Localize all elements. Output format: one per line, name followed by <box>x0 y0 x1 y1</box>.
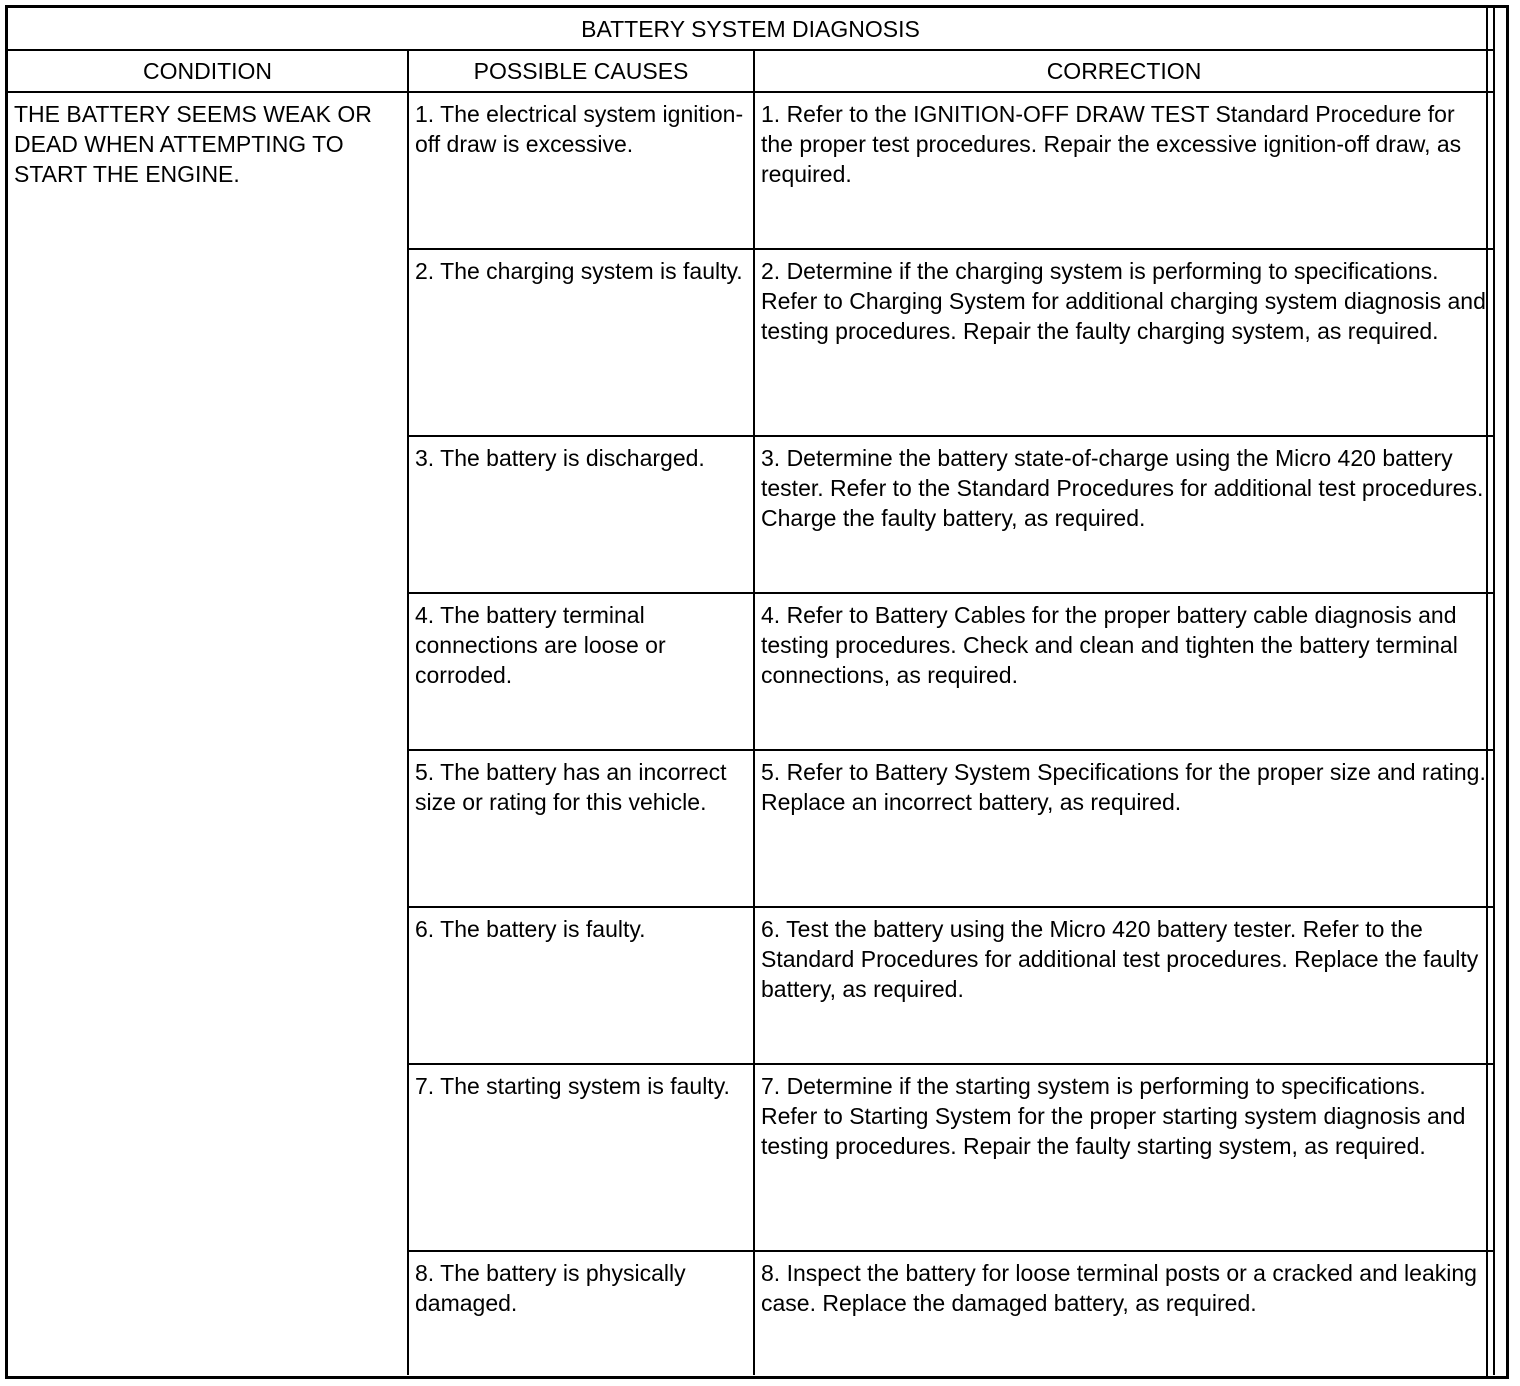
header-condition: CONDITION <box>8 50 408 92</box>
correction-cell: 4. Refer to Battery Cables for the proper battery cable diagnosis and testing procedures. Check and clean and tighten the battery terminal connections, as required. <box>754 593 1494 750</box>
correction-cell: 6. Test the battery using the Micro 420 battery tester. Refer to the Standard Procedures for additional test procedures. Replace the faulty battery, as required. <box>754 907 1494 1064</box>
table-row <box>8 92 1494 249</box>
correction-cell: 1. Refer to the IGNITION-OFF DRAW TEST Standard Procedure for the proper test procedures. Repair the excessive ignition-off draw, as required. <box>754 92 1494 249</box>
header-correction: CORRECTION <box>754 50 1494 92</box>
header-possible-causes: POSSIBLE CAUSES <box>408 50 754 92</box>
correction-cell: 7. Determine if the starting system is performing to specifications. Refer to Starting System for the proper starting system diagnosis and testing procedures. Repair the faulty starting system, as required. <box>754 1064 1494 1251</box>
correction-cell: 3. Determine the battery state-of-charge using the Micro 420 battery tester. Refer to the Standard Procedures for additional test procedures. Charge the faulty battery, as required. <box>754 436 1494 593</box>
diagnosis-table-frame <box>5 5 1509 1379</box>
cause-cell: 1. The electrical system ignition-off draw is excessive. <box>408 92 754 249</box>
cause-cell: 2. The charging system is faulty. <box>408 249 754 436</box>
correction-cell: 8. Inspect the battery for loose terminal posts or a cracked and leaking case. Replace the damaged battery, as required. <box>754 1251 1494 1375</box>
condition-cell: THE BATTERY SEEMS WEAK OR DEAD WHEN ATTEMPTING TO START THE ENGINE. <box>8 92 408 1375</box>
battery-diagnosis-table <box>8 8 1495 1375</box>
right-margin-divider <box>1486 8 1488 1376</box>
cause-cell: 5. The battery has an incorrect size or rating for this vehicle. <box>408 750 754 907</box>
correction-cell: 5. Refer to Battery System Specifications for the proper size and rating. Replace an incorrect battery, as required. <box>754 750 1494 907</box>
cause-cell: 7. The starting system is faulty. <box>408 1064 754 1251</box>
correction-cell: 2. Determine if the charging system is performing to specifications. Refer to Charging System for additional charging system diagnosis and testing procedures. Repair the faulty charging system, as required. <box>754 249 1494 436</box>
cause-cell: 8. The battery is physically damaged. <box>408 1251 754 1375</box>
cause-cell: 4. The battery terminal connections are loose or corroded. <box>408 593 754 750</box>
table-title: BATTERY SYSTEM DIAGNOSIS <box>8 8 1494 50</box>
cause-cell: 6. The battery is faulty. <box>408 907 754 1064</box>
cause-cell: 3. The battery is discharged. <box>408 436 754 593</box>
